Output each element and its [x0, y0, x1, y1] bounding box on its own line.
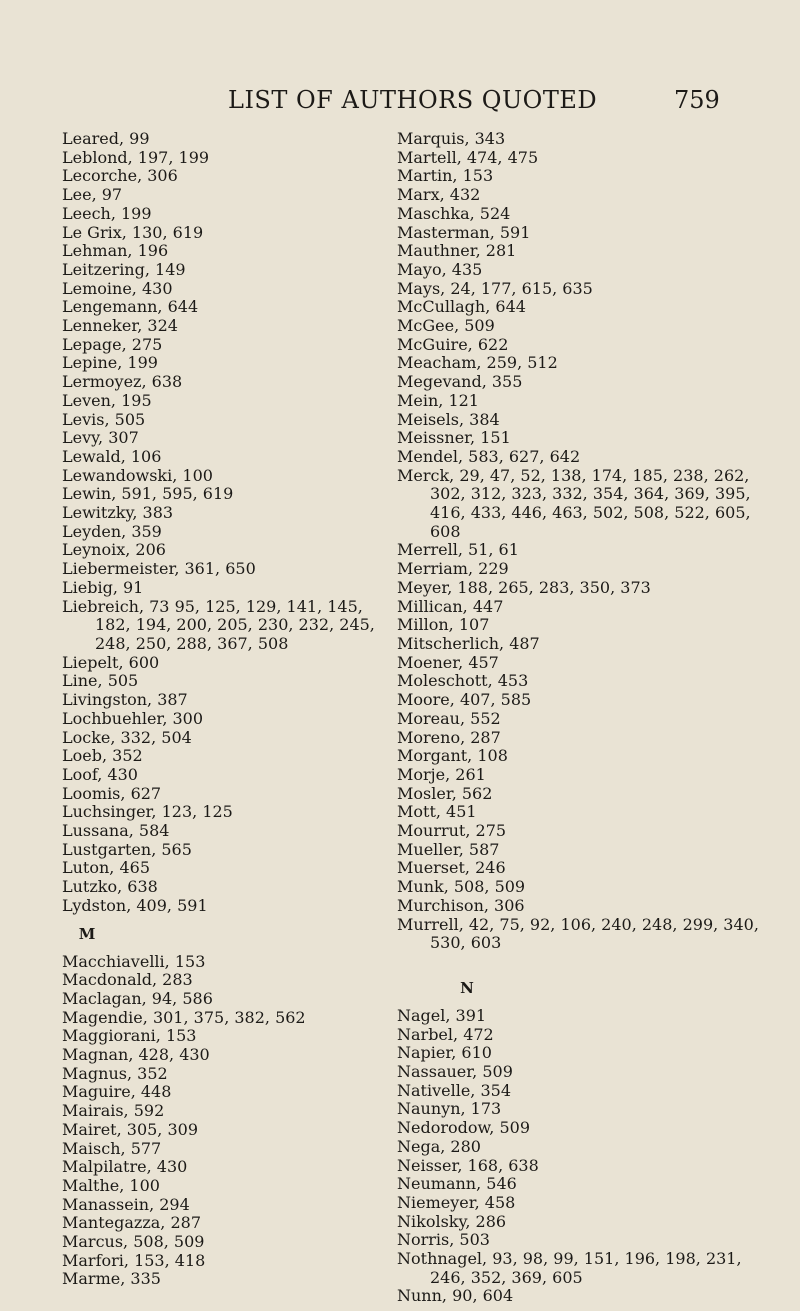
- index-entry: Morje, 261: [397, 764, 486, 784]
- index-entry: Napier, 610: [397, 1043, 492, 1063]
- index-entry: Mitscherlich, 487: [397, 633, 540, 653]
- index-entry: Leared, 99: [62, 129, 150, 148]
- index-entry: Mantegazza, 287: [62, 1213, 202, 1233]
- index-entry: Millon, 107: [397, 615, 490, 635]
- index-entry: Malthe, 100: [62, 1175, 160, 1195]
- index-entry: Moore, 407, 585: [397, 690, 532, 710]
- page-number: 759: [674, 86, 720, 114]
- index-entry: Masterman, 591: [397, 222, 531, 242]
- index-entry: Magnus, 352: [62, 1063, 168, 1083]
- index-entry: Mott, 451: [397, 802, 477, 822]
- index-entry: Mairet, 305, 309: [62, 1119, 199, 1139]
- index-entry: Norris, 503: [397, 1230, 490, 1250]
- section-gap: [397, 953, 767, 970]
- index-entry: Maclagan, 94, 586: [62, 988, 213, 1008]
- index-entry: Livingston, 387: [62, 690, 188, 710]
- index-entry: Mueller, 587: [397, 839, 500, 859]
- index-entry: Naunyn, 173: [397, 1099, 502, 1119]
- index-entry: Mein, 121: [397, 390, 479, 410]
- index-entry: Lengemann, 644: [62, 297, 199, 317]
- index-entry: Merrell, 51, 61: [397, 540, 519, 560]
- index-entry: Loeb, 352: [62, 746, 143, 766]
- index-entry: Neisser, 168, 638: [397, 1155, 539, 1175]
- index-entry: Moreau, 552: [397, 708, 501, 728]
- index-entry: Murrell, 42, 75, 92, 106, 240, 248, 299, 340, 530, 603: [397, 914, 759, 953]
- index-entry: Moreno, 287: [397, 727, 501, 747]
- index-entry: Nedorodow, 509: [397, 1118, 531, 1138]
- index-entry: Lochbuehler, 300: [62, 708, 204, 728]
- index-entry: Lepage, 275: [62, 334, 163, 354]
- index-entry: Lussana, 584: [62, 821, 170, 841]
- index-entry: Mauthner, 281: [397, 241, 517, 261]
- index-entry: Magnan, 428, 430: [62, 1045, 210, 1065]
- index-entry: Moleschott, 453: [397, 671, 529, 691]
- index-entry: Neumann, 546: [397, 1174, 517, 1194]
- index-entry: Lepine, 199: [62, 353, 158, 373]
- index-entry: Mays, 24, 177, 615, 635: [397, 278, 593, 298]
- index-entry: Leech, 199: [62, 203, 152, 223]
- index-entry: McGuire, 622: [397, 334, 509, 354]
- right-column: [397, 130, 767, 1306]
- entries-l: [62, 130, 392, 916]
- index-entry: Moener, 457: [397, 652, 499, 672]
- index-entry: Levis, 505: [62, 409, 146, 429]
- index-entry: Malpilatre, 430: [62, 1157, 188, 1177]
- section-letter-n: N: [460, 978, 474, 997]
- left-column: [62, 130, 392, 1289]
- index-entry: Macdonald, 283: [62, 970, 193, 990]
- index-entry: Marcus, 508, 509: [62, 1232, 205, 1252]
- index-entry: Marfori, 153, 418: [62, 1250, 206, 1270]
- index-entry: Lewin, 591, 595, 619: [62, 484, 234, 504]
- index-entry: Mosler, 562: [397, 783, 493, 803]
- index-entry: Meissner, 151: [397, 428, 511, 448]
- index-entry: Nothnagel, 93, 98, 99, 151, 196, 198, 231, 246, 352, 369, 605: [397, 1249, 742, 1287]
- index-entry: Lustgarten, 565: [62, 839, 192, 859]
- index-entry: McGee, 509: [397, 316, 495, 336]
- index-entry: Marme, 335: [62, 1269, 161, 1289]
- index-entry: Lee, 97: [62, 185, 123, 205]
- index-entry: Leven, 195: [62, 390, 152, 410]
- index-entry: Loomis, 627: [62, 783, 162, 803]
- index-entry: Lewitzky, 383: [62, 503, 174, 523]
- index-entry: Martell, 474, 475: [397, 147, 539, 167]
- index-entry: Liebig, 91: [62, 577, 144, 597]
- index-entry: Mendel, 583, 627, 642: [397, 446, 581, 466]
- index-entry: Mayo, 435: [397, 259, 483, 279]
- index-entry: Mourrut, 275: [397, 821, 507, 841]
- index-entry: Lewald, 106: [62, 446, 162, 466]
- index-entry: Lydston, 409, 591: [62, 895, 208, 915]
- index-entry: Marx, 432: [397, 185, 481, 205]
- index-entry: Nagel, 391: [397, 1005, 487, 1025]
- index-entry: Meisels, 384: [397, 409, 500, 429]
- index-entry: Niemeyer, 458: [397, 1192, 516, 1212]
- index-entry: Leynoix, 206: [62, 540, 166, 560]
- index-entry: Leitzering, 149: [62, 259, 186, 279]
- index-entry: Liepelt, 600: [62, 652, 160, 672]
- entries-m-right: [397, 130, 767, 953]
- index-entry: Millican, 447: [397, 596, 504, 616]
- index-entry: Levy, 307: [62, 428, 139, 448]
- index-entry: Morgant, 108: [397, 746, 508, 766]
- index-entry: Merck, 29, 47, 52, 138, 174, 185, 238, 262, 302, 312, 323, 332, 354, 364, 369, 395, 416, 433, 446, 463, 502, 508, 522, 605, 608: [397, 465, 751, 541]
- page-header: [0, 86, 800, 116]
- index-entry: Lutzko, 638: [62, 877, 158, 897]
- index-entry: Nassauer, 509: [397, 1062, 513, 1082]
- index-entry: Munk, 508, 509: [397, 877, 526, 897]
- index-entry: Lermoyez, 638: [62, 372, 183, 392]
- index-entry: Maisch, 577: [62, 1138, 162, 1158]
- entries-n: [397, 1007, 767, 1306]
- index-entry: Marquis, 343: [397, 129, 506, 148]
- index-entry: Nunn, 90, 604: [397, 1286, 514, 1306]
- index-entry: Luchsinger, 123, 125: [62, 802, 233, 822]
- index-entry: Maggiorani, 153: [62, 1026, 197, 1046]
- index-entry: Narbel, 472: [397, 1024, 494, 1044]
- index-entry: Lecorche, 306: [62, 166, 178, 186]
- section-letter-m: M: [78, 924, 96, 943]
- index-entry: Nativelle, 354: [397, 1080, 512, 1100]
- index-entry: Lewandowski, 100: [62, 465, 213, 485]
- index-entry: Leyden, 359: [62, 521, 162, 541]
- index-entry: Loof, 430: [62, 764, 138, 784]
- index-entry: Luton, 465: [62, 858, 151, 878]
- index-entry: Locke, 332, 504: [62, 727, 192, 747]
- index-entry: Nikolsky, 286: [397, 1211, 507, 1231]
- index-entry: McCullagh, 644: [397, 297, 526, 317]
- index-entry: Megevand, 355: [397, 372, 523, 392]
- index-entry: Liebermeister, 361, 650: [62, 559, 256, 579]
- index-entry: Lehman, 196: [62, 241, 169, 261]
- index-entry: Martin, 153: [397, 166, 494, 186]
- index-entry: Maguire, 448: [62, 1082, 172, 1102]
- index-entry: Macchiavelli, 153: [62, 951, 206, 971]
- index-entry: Liebreich, 73 95, 125, 129, 141, 145, 182, 194, 200, 205, 230, 232, 245, 248, 250, 288, 367, 508: [62, 596, 375, 653]
- index-entry: Mairais, 592: [62, 1101, 165, 1121]
- index-entry: Line, 505: [62, 671, 139, 691]
- index-entry: Magendie, 301, 375, 382, 562: [62, 1007, 306, 1027]
- running-title: LIST OF AUTHORS QUOTED: [228, 86, 598, 114]
- index-entry: Lemoine, 430: [62, 278, 173, 298]
- index-entry: Muerset, 246: [397, 858, 506, 878]
- index-entry: Meyer, 188, 265, 283, 350, 373: [397, 577, 651, 597]
- index-entry: Murchison, 306: [397, 895, 525, 915]
- index-entry: Nega, 280: [397, 1136, 481, 1156]
- index-entry: Meacham, 259, 512: [397, 353, 558, 373]
- index-entry: Merriam, 229: [397, 559, 509, 579]
- index-entry: Leblond, 197, 199: [62, 147, 210, 167]
- index-entry: Lenneker, 324: [62, 316, 178, 336]
- index-entry: Maschka, 524: [397, 203, 511, 223]
- entries-m-left: [62, 953, 392, 1290]
- index-entry: Manassein, 294: [62, 1194, 190, 1214]
- index-entry: Le Grix, 130, 619: [62, 222, 204, 242]
